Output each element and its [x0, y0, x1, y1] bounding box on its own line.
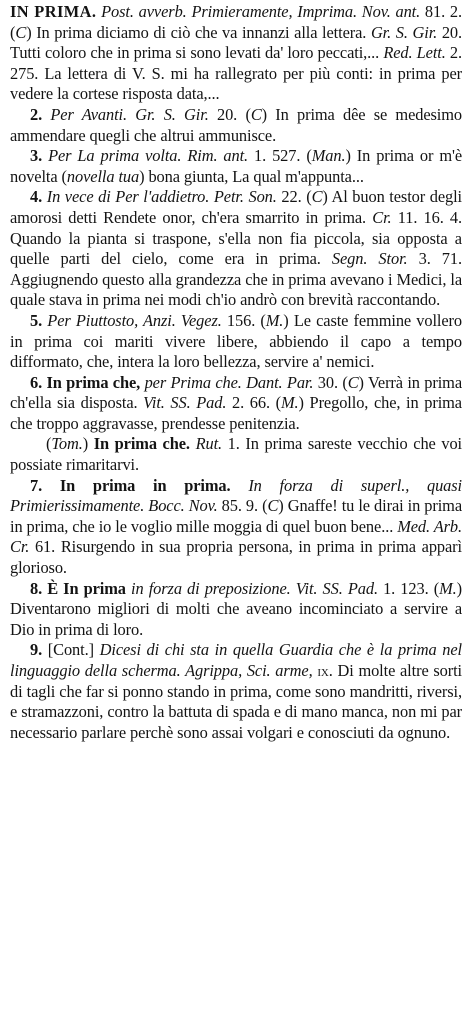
entry-text: C [267, 496, 279, 516]
entry-text: 8. È In prima [30, 578, 132, 598]
dictionary-entry [10, 2, 462, 743]
entry-text: 7. In prima in prima. [30, 475, 249, 495]
entry-text: M. [439, 578, 457, 598]
entry-text: In prima che. [93, 434, 190, 454]
entry-text: 1. 123. ( [377, 578, 440, 598]
entry-text: Per La prima volta. Rim. ant. [48, 146, 249, 166]
entry-text: C [15, 22, 27, 42]
entry-text: 3. 71. Aggiugnendo questo alla grandezza che in prima avevano i Medici, la quale stava in prima nei modi ch'io andrò con brevità raccontando. [10, 249, 462, 310]
entry-text: ) Le caste femmine vollero in prima coi mariti vivere libere, abbiendo il capo a tempo difformato, che, intera la loro bellezza, servire a' nemici. [10, 310, 462, 372]
entry-text: C [311, 187, 323, 207]
entry-sense-e5 [10, 311, 462, 373]
entry-text: Med. Arb. Cr. [10, 516, 463, 557]
entry-text: Red. Lett. [383, 43, 446, 63]
entry-text: 20. ( [208, 104, 251, 124]
entry-text: M. [280, 393, 299, 413]
entry-text: In forza di superl., quasi Primierissimamente. Bocc. Nov. [10, 475, 462, 516]
entry-text: 2. [30, 104, 51, 124]
entry-text: 2. 66. ( [226, 393, 281, 413]
entry-text: C [347, 372, 359, 392]
entry-text: In vece di Per l'addietro. Petr. Son. [46, 187, 277, 207]
entry-text: Rut. [195, 434, 223, 454]
entry-text: 30. ( [313, 372, 348, 392]
entry-text: Cr. [372, 207, 392, 227]
entry-text: ( [46, 434, 52, 454]
entry-text: Vit. SS. Pad. [143, 393, 227, 413]
entry-text: Man. [311, 146, 346, 166]
entry-text: 20. Tutti coloro che in prima si sono levati da' loro peccati,... [10, 22, 463, 63]
entry-text: Post. avverb. Primieramente, Imprima. Nov. ant. [96, 2, 421, 21]
entry-text: Per Piuttosto, Anzi. Vegez. [47, 310, 222, 330]
entry-text: 4. [30, 187, 47, 207]
entry-text: ) In prima diciamo di ciò che va innanzi alla lettera. [26, 22, 371, 42]
entry-text: per Prima che. Dant. Par. [144, 372, 314, 392]
entry-sense-e0 [10, 2, 462, 105]
entry-sense-e7 [10, 476, 462, 579]
entry-text: ) Gnaffe! tu le dirai in prima in prima, che io le voglio mille moggia di quel buon bene... [10, 496, 462, 536]
entry-text: ) Pregollo, che, in prima che troppo aggravasse, prendesse penitenzia. [10, 393, 462, 433]
entry-text: ) Al buon testor degli amorosi detti Rendete onor, ch'era smarrito in prima. [10, 187, 463, 227]
entry-text: 6. In prima che, [30, 372, 145, 392]
entry-text: in forza di preposizione. Vit. SS. Pad. [131, 578, 378, 598]
entry-text: 5. [30, 310, 48, 330]
entry-text: 1. In prima sareste vecchio che voi possiate rimaritarvi. [10, 434, 463, 475]
entry-text: ) Diventarono migliori di molti che aveano incominciato a servire a Dio in prima di loro. [10, 578, 462, 639]
entry-text: Per Avanti. Gr. S. Gir. [50, 104, 209, 124]
entry-text: ix [317, 661, 329, 680]
entry-sense-e2 [10, 105, 462, 146]
entry-text: 81. 2. ( [10, 2, 463, 42]
entry-text: 22. ( [276, 187, 312, 207]
entry-text: 156. ( [221, 310, 266, 330]
entry-sense-e6 [10, 373, 462, 435]
entry-text: ) In prima or m'è novelta ( [10, 146, 462, 186]
entry-text: 85. 9. ( [217, 496, 268, 516]
entry-text: 3. [30, 146, 49, 166]
entry-text: Segn. Stor. [331, 249, 408, 269]
entry-text: Dicesi di chi sta in quella Guardia che è la prima nel linguaggio della scherma. Agrippa, Sci. arme, [10, 640, 462, 680]
entry-text: 61. Risurgendo in sua propria persona, in prima in prima apparì glorioso. [10, 537, 462, 578]
entry-text: 9. [30, 640, 48, 660]
entry-text: ) bona giunta, La qual m'appunta... [139, 166, 364, 186]
entry-text: C [250, 104, 262, 124]
entry-text: ) [82, 434, 94, 454]
entry-text: . Di molte altre sorti di tagli che far si ponno stando in prima, come sono mandritti, riversi, e stramazzoni, contro la battuta di spada e di mano manca, non mi par necessario parlare perchè sono assai volgari e conosciuti da ognuno. [10, 661, 463, 742]
entry-sense-e6b [10, 434, 462, 475]
entry-text: 1. 527. ( [248, 146, 312, 166]
entry-text: 11. 16. 4. Quando la pianta si traspone, s'ella non fia piccola, sia opposta a quelle parti del cielo, come era in prima. [10, 207, 463, 269]
entry-sense-e3 [10, 146, 462, 187]
entry-text: ) Verrà in prima ch'ella sia disposta. [10, 372, 463, 413]
entry-sense-e4 [10, 187, 462, 311]
entry-text: [Cont.] [47, 640, 100, 660]
entry-text: novella tua [66, 166, 140, 186]
headword: IN PRIMA. [10, 2, 97, 21]
entry-text: M. [265, 310, 284, 330]
entry-text: ) In prima dêe se medesimo ammendare quegli che altrui ammunisce. [10, 104, 462, 145]
entry-sense-e9 [10, 640, 462, 743]
entry-text: Tom. [51, 434, 83, 454]
entry-sense-e8 [10, 579, 462, 641]
entry-text: 2. 275. La lettera di V. S. mi ha rallegrato per più conti: in prima per vedere la cortese risposta data,... [10, 43, 462, 104]
entry-text: Gr. S. Gir. [370, 22, 438, 42]
